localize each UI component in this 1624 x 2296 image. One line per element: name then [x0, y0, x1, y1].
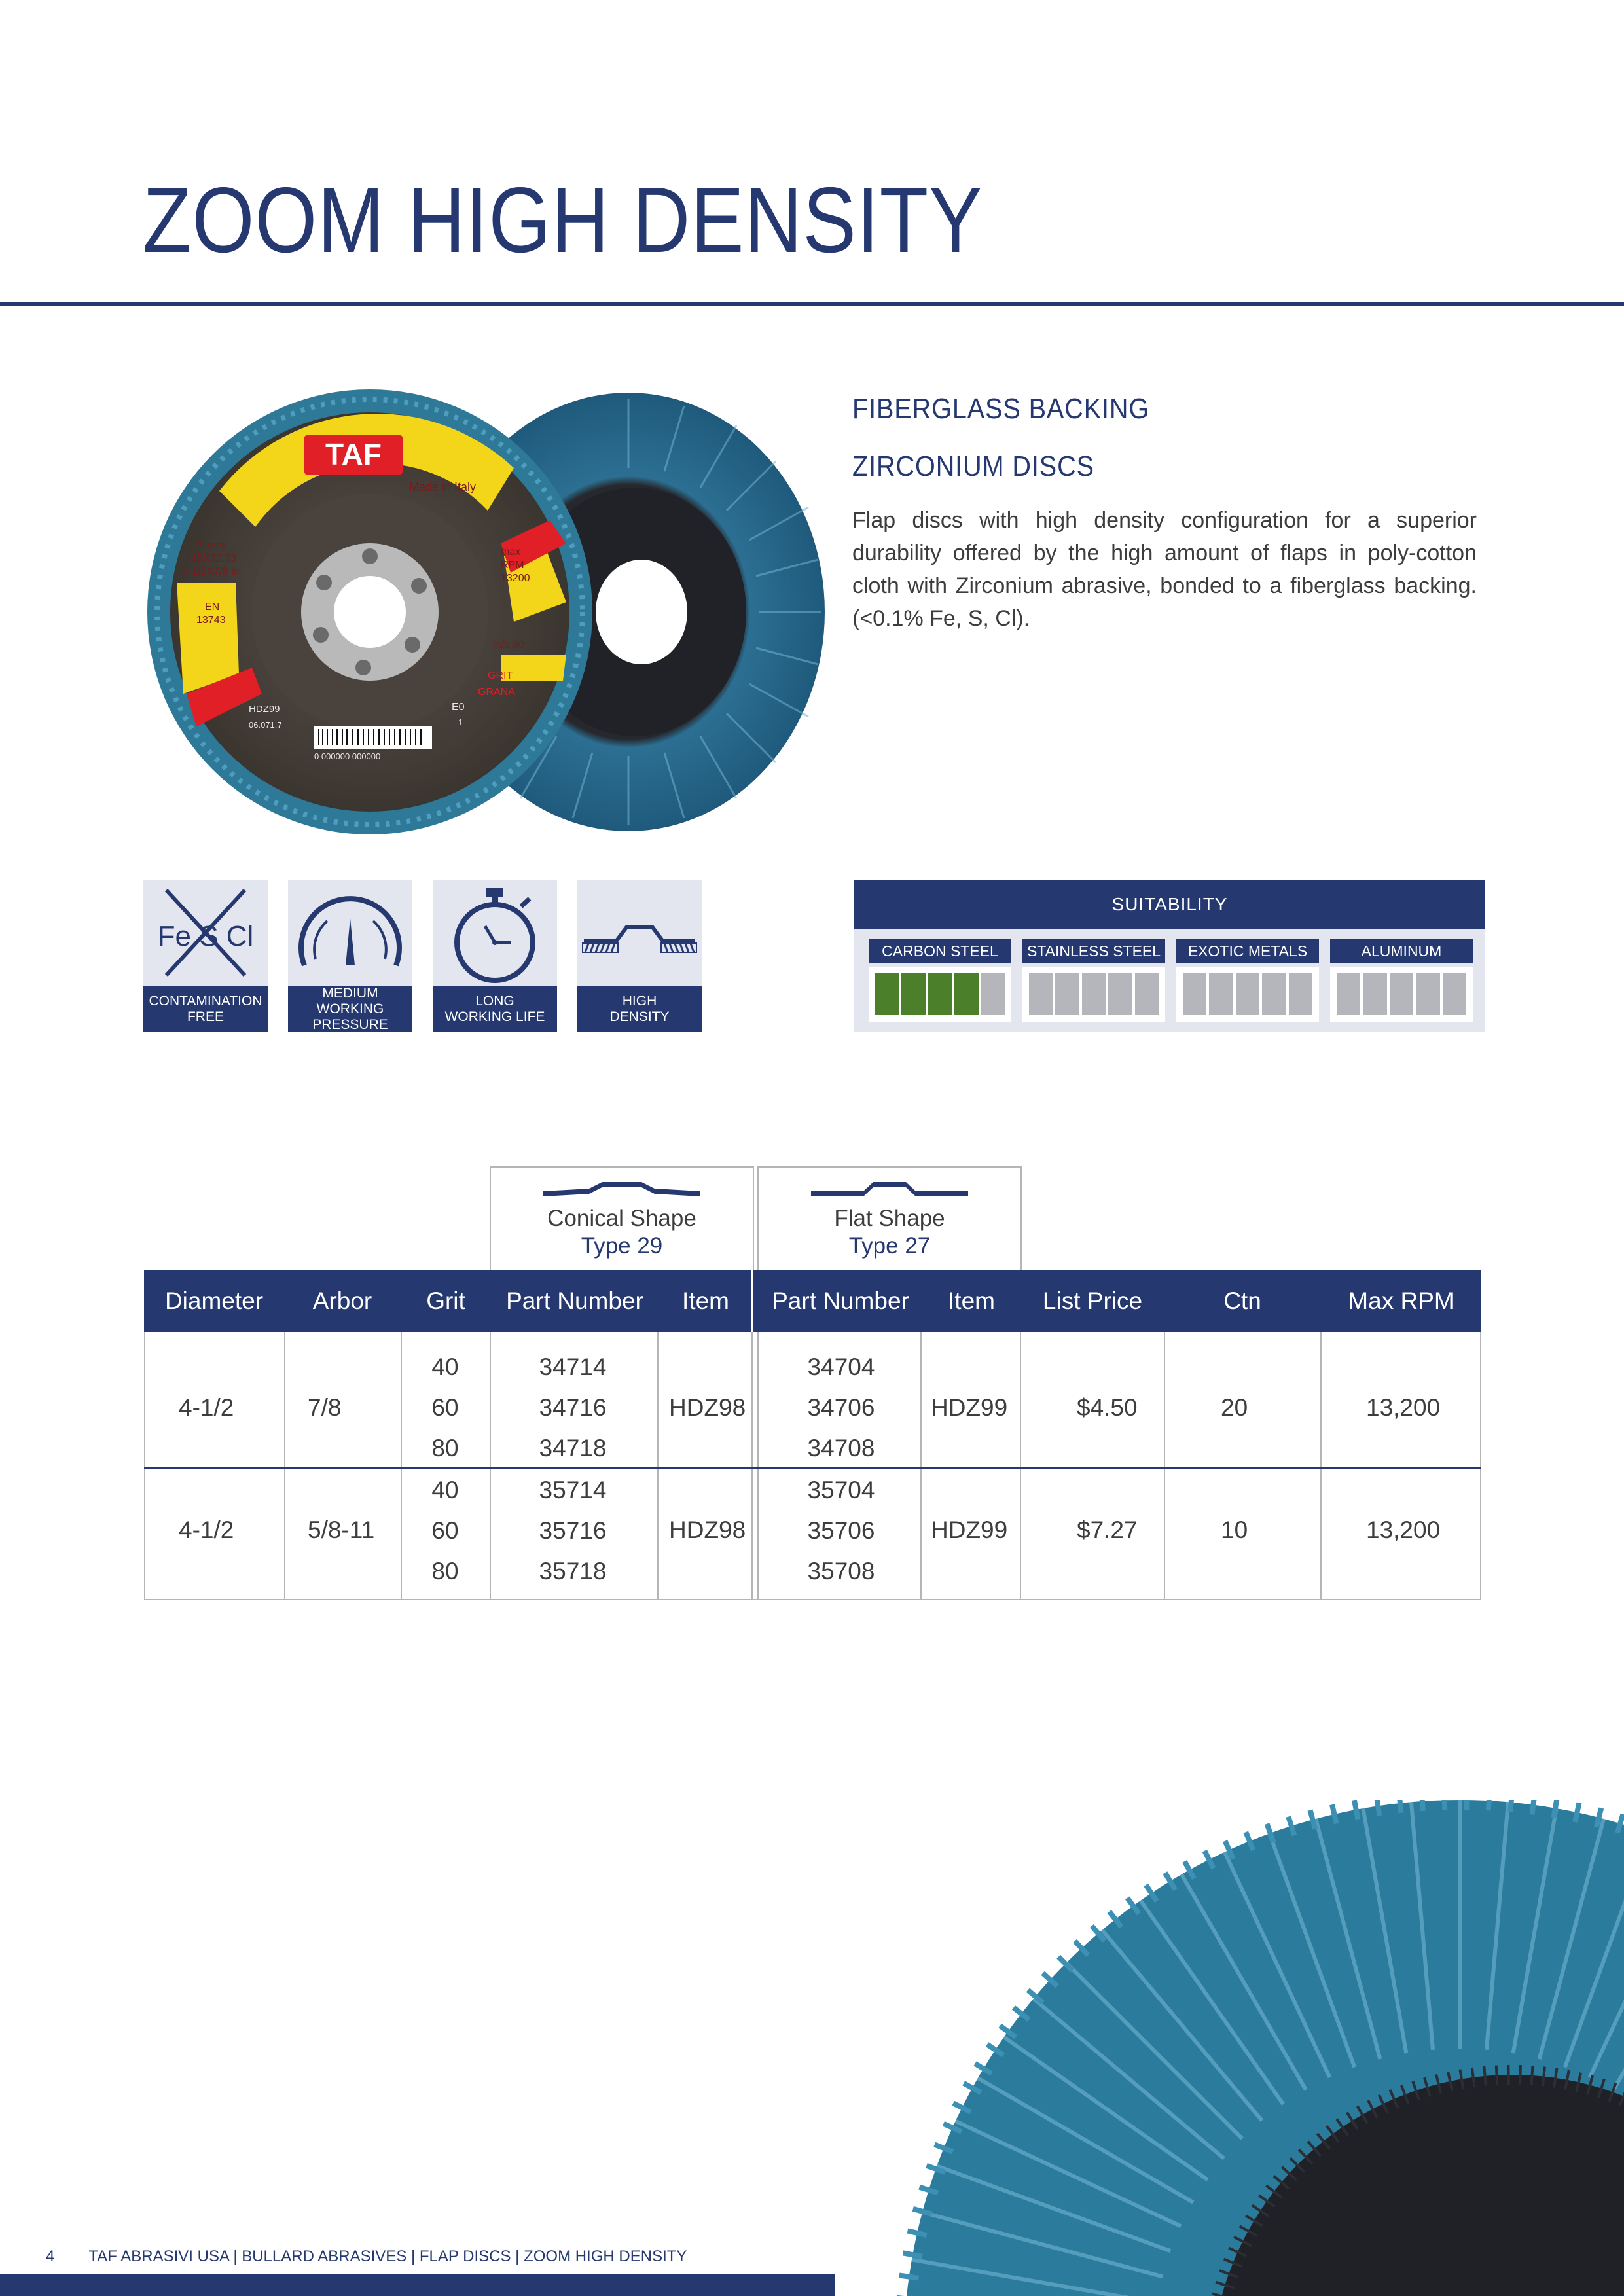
backing-heading: FIBERGLASS BACKING	[852, 393, 1150, 425]
suitability-title: SUITABILITY	[854, 880, 1485, 929]
svg-text:4 1/2X7/8 in: 4 1/2X7/8 in	[183, 566, 240, 577]
svg-text:E0: E0	[452, 702, 465, 713]
suitability-meter	[1176, 967, 1319, 1022]
feature-contamination-free: Fe S Cl CONTAMINATION FREE	[143, 880, 268, 1032]
contamination-free-icon	[143, 880, 268, 985]
meter-cell	[1337, 973, 1360, 1015]
feature-medium-pressure: MEDIUM WORKING PRESSURE	[288, 880, 412, 1032]
svg-text:max: max	[501, 547, 521, 558]
footer	[46, 2248, 687, 2266]
table-header	[144, 1270, 1481, 1332]
meter-cell	[1183, 973, 1206, 1015]
meter-cell	[928, 973, 952, 1015]
svg-text:EN: EN	[205, 601, 220, 613]
meter-cell	[1416, 973, 1439, 1015]
feature-long-life: LONG WORKING LIFE	[433, 880, 557, 1032]
flat-shape-icon	[804, 1179, 975, 1199]
svg-text:13743: 13743	[196, 615, 226, 626]
meter-cell	[1363, 973, 1386, 1015]
high-density-icon	[577, 880, 702, 985]
svg-text:0 000000 000000: 0 000000 000000	[314, 751, 381, 761]
suitability-carbon-steel: CARBON STEEL	[869, 939, 1011, 1022]
footer-breadcrumb: TAF ABRASIVI USA | BULLARD ABRASIVES | FLAP DISCS | ZOOM HIGH DENSITY	[88, 2248, 687, 2265]
suitability-aluminum: ALUMINUM	[1330, 939, 1473, 1022]
svg-text:GRIT: GRIT	[488, 670, 513, 681]
page-title: ZOOM HIGH DENSITY	[143, 168, 983, 272]
suitability-exotic-metals: EXOTIC METALS	[1176, 939, 1319, 1022]
col-item-t27: Item	[948, 1287, 995, 1314]
meter-cell	[1055, 973, 1079, 1015]
brand-logo: TAF	[325, 437, 382, 471]
meter-cell	[954, 973, 978, 1015]
meter-cell	[1209, 973, 1233, 1015]
meter-cell	[1029, 973, 1053, 1015]
flap-disc-closeup-photo	[871, 1800, 1624, 2296]
suitability-stainless-steel: STAINLESS STEEL	[1022, 939, 1165, 1022]
svg-text:RPM: RPM	[501, 560, 524, 571]
col-item-t29: Item	[682, 1287, 729, 1314]
svg-text:Ø mm: Ø mm	[196, 540, 225, 551]
svg-text:06.071.7: 06.071.7	[249, 720, 282, 730]
meter-cell	[1236, 973, 1259, 1015]
col-max-rpm: Max RPM	[1348, 1287, 1454, 1314]
meter-cell	[901, 973, 925, 1015]
page-number: 4	[46, 2248, 55, 2265]
abrasive-heading: ZIRCONIUM DISCS	[852, 450, 1094, 482]
svg-text:13200: 13200	[501, 573, 530, 584]
suitability-meter	[869, 967, 1011, 1022]
feature-high-density: HIGH DENSITY	[577, 880, 702, 1032]
meter-cell	[1108, 973, 1132, 1015]
meter-cell	[1289, 973, 1312, 1015]
col-arbor: Arbor	[312, 1287, 372, 1314]
svg-text:Made in Italy: Made in Italy	[409, 480, 477, 493]
svg-text:115X22.23: 115X22.23	[187, 553, 237, 564]
title-divider	[0, 302, 1624, 306]
flat-shape-header: Flat Shape Type 27	[757, 1166, 1022, 1271]
svg-text:1: 1	[458, 717, 463, 727]
product-photo	[147, 386, 828, 838]
col-part-number-t29: Part Number	[506, 1287, 643, 1314]
svg-text:Fe S Cl: Fe S Cl	[157, 920, 254, 952]
col-list-price: List Price	[1042, 1287, 1143, 1314]
col-ctn: Ctn	[1223, 1287, 1261, 1314]
conical-shape-icon	[537, 1179, 707, 1199]
suitability-meter	[1022, 967, 1165, 1022]
product-description: Flap discs with high density configuration for a superior durability offered by the high amount of flaps in poly-cotton cloth with Zirconium abrasive, bonded to a fiberglass backing. (<0.1% Fe, S, Cl).	[852, 508, 1477, 631]
stopwatch-icon	[433, 880, 557, 985]
conical-shape-header: Conical Shape Type 29	[490, 1166, 754, 1271]
meter-cell	[1443, 973, 1466, 1015]
footer-bar	[0, 2274, 835, 2296]
meter-cell	[1390, 973, 1413, 1015]
suitability-meter	[1330, 967, 1473, 1022]
col-part-number-t27: Part Number	[772, 1287, 909, 1314]
meter-cell	[981, 973, 1005, 1015]
col-grit: Grit	[426, 1287, 465, 1314]
meter-cell	[875, 973, 899, 1015]
meter-cell	[1262, 973, 1286, 1015]
meter-cell	[1135, 973, 1159, 1015]
meter-cell	[1082, 973, 1106, 1015]
flap-disc-front	[147, 389, 592, 834]
svg-text:HDZ99: HDZ99	[249, 704, 280, 715]
svg-text:GRANA: GRANA	[478, 687, 515, 698]
suitability-panel	[854, 880, 1485, 1032]
col-diameter: Diameter	[164, 1287, 264, 1314]
svg-text:m/s 80: m/s 80	[493, 639, 525, 651]
pressure-gauge-icon	[288, 880, 412, 985]
